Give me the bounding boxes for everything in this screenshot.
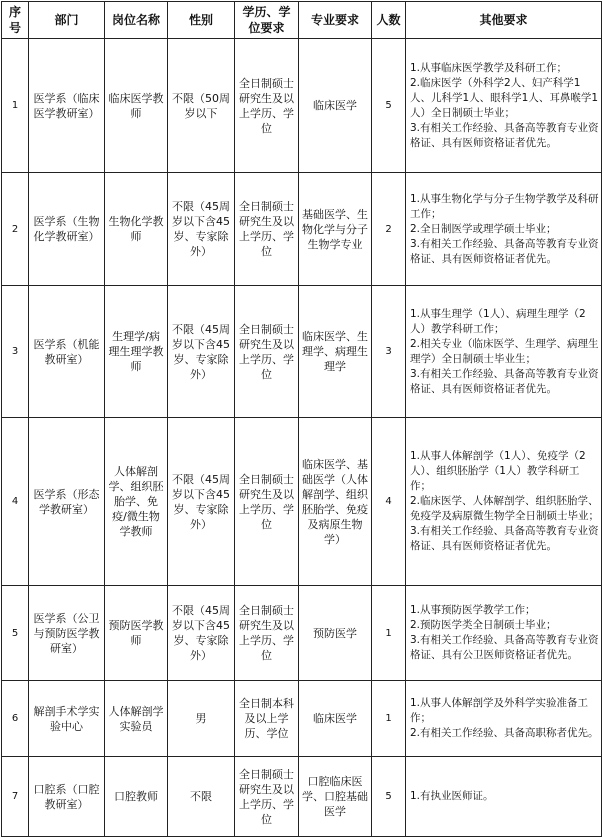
cell-post: 人体解剖学实验员: [105, 681, 168, 757]
cell-gender: 不限（50周岁以下: [168, 39, 235, 173]
cell-dept: 医学系（公卫与预防医学教研室）: [29, 586, 105, 681]
cell-count: 5: [372, 757, 406, 837]
cell-major: 预防医学: [299, 586, 372, 681]
cell-edu: 全日制硕士研究生及以上学历、学位: [235, 586, 299, 681]
requirement-line: 3.有相关工作经验、具备高等教育专业资格证、具有医师资格证者优先。: [410, 121, 599, 149]
cell-dept: 口腔系（口腔教研室）: [29, 757, 105, 837]
requirement-line: 2.临床医学（外科学2人、妇产科学1人、儿科学1人、眼科学1人、耳鼻喉学1人）全日制硕士毕业；: [410, 76, 599, 119]
cell-post: 人体解剖学、组织胚胎学、免疫/微生物学教师: [105, 418, 168, 586]
table-row: [2, 681, 602, 757]
cell-no: 1: [2, 39, 29, 173]
cell-dept: 医学系（临床医学教研室）: [29, 39, 105, 173]
cell-major: 临床医学: [299, 39, 372, 173]
cell-gender: 男: [168, 681, 235, 757]
cell-gender: 不限（45周岁以下含45岁、专家除外）: [168, 418, 235, 586]
requirement-line: 1.从事临床医学教学及科研工作；: [410, 61, 568, 74]
table-row: [2, 173, 602, 286]
cell-other: [406, 586, 602, 681]
header-row: [2, 2, 602, 39]
cell-other: [406, 286, 602, 418]
cell-post: 预防医学教师: [105, 586, 168, 681]
cell-count: 1: [372, 586, 406, 681]
requirement-line: 2.全日制医学或理学硕士毕业；: [410, 222, 557, 235]
cell-other: [406, 757, 602, 837]
header-count: 人数: [372, 2, 406, 39]
table-row: [2, 286, 602, 418]
cell-no: 3: [2, 286, 29, 418]
header-no: 序号: [2, 2, 29, 39]
cell-edu: 全日制硕士研究生及以上学历、学位: [235, 286, 299, 418]
requirement-line: 1.从事生理学（1人）、病理生理学（2人）教学科研工作；: [410, 307, 586, 335]
requirement-line: 3.有相关工作经验、具备高等教育专业资格证、具有医师资格证者优先。: [410, 237, 599, 265]
cell-major: 基础医学、生物化学与分子生物学专业: [299, 173, 372, 286]
table-row: [2, 39, 602, 173]
requirement-line: 1.从事预防医学教学工作；: [410, 604, 536, 616]
cell-gender: 不限（45周岁以下含45岁、专家除外）: [168, 586, 235, 681]
recruitment-table: [1, 1, 602, 837]
cell-edu: 全日制硕士研究生及以上学历、学位: [235, 757, 299, 837]
cell-post: 口腔教师: [105, 757, 168, 837]
requirement-line: 1.从事人体解剖学及外科学实验准备工作；: [410, 697, 589, 724]
table-row: [2, 586, 602, 681]
cell-edu: 全日制硕士研究生及以上学历、学位: [235, 173, 299, 286]
cell-dept: 医学系（生物化学教研室）: [29, 173, 105, 286]
cell-no: 7: [2, 757, 29, 837]
table-row: [2, 418, 602, 586]
cell-major: 临床医学: [299, 681, 372, 757]
cell-gender: 不限: [168, 757, 235, 837]
cell-other: [406, 39, 602, 173]
cell-dept: 解剖手术学实验中心: [29, 681, 105, 757]
requirement-line: 2.临床医学、人体解剖学、组织胚胎学、免疫学及病原微生物学全日制硕士毕业；: [410, 495, 599, 522]
requirement-line: 3.有相关工作经验、具备高等教育专业资格证、具有公卫医师资格证者优先。: [410, 634, 599, 661]
cell-post: 生物化学教师: [105, 173, 168, 286]
cell-other: [406, 173, 602, 286]
header-edu: 学历、学位要求: [235, 2, 299, 39]
cell-edu: 全日制硕士研究生及以上学历、学位: [235, 418, 299, 586]
cell-other: [406, 418, 602, 586]
requirement-line: 1.从事生物化学与分子生物学教学及科研工作；: [410, 192, 599, 220]
requirement-line: 2.相关专业（临床医学、生理学、病理生理学）全日制硕士毕业生；: [410, 337, 599, 365]
cell-edu: 全日制本科及以上学历、学位: [235, 681, 299, 757]
cell-count: 1: [372, 681, 406, 757]
cell-no: 6: [2, 681, 29, 757]
cell-dept: 医学系（机能教研室）: [29, 286, 105, 418]
header-major: 专业要求: [299, 2, 372, 39]
cell-major: 口腔临床医学、口腔基础医学: [299, 757, 372, 837]
cell-no: 2: [2, 173, 29, 286]
cell-no: 4: [2, 418, 29, 586]
cell-count: 5: [372, 39, 406, 173]
table-row: [2, 757, 602, 837]
cell-no: 5: [2, 586, 29, 681]
cell-major: 临床医学、生理学、病理生理学: [299, 286, 372, 418]
requirement-line: 2.有相关工作经验、具备高职称者优先。: [410, 727, 599, 739]
cell-post: 临床医学教师: [105, 39, 168, 173]
cell-other: [406, 681, 602, 757]
cell-major: 临床医学、基础医学（人体解剖学、组织胚胎学、免疫及病原生物学）: [299, 418, 372, 586]
cell-count: 4: [372, 418, 406, 586]
cell-count: 2: [372, 173, 406, 286]
requirement-line: 1.有执业医师证。: [410, 790, 494, 802]
requirement-line: 2.预防医学类全日制硕士毕业；: [410, 619, 557, 631]
header-post: 岗位名称: [105, 2, 168, 39]
requirement-line: 1.从事人体解剖学（1人）、免疫学（2人）、组织胚胎学（1人）教学科研工作；: [410, 450, 586, 492]
requirement-line: 3.有相关工作经验、具备高等教育专业资格证、具有医师资格证者优先。: [410, 525, 599, 552]
header-gender: 性别: [168, 2, 235, 39]
requirement-line: 3.有相关工作经验、具备高等教育专业资格证、具有医师资格证者优先。: [410, 367, 599, 395]
cell-dept: 医学系（形态学教研室）: [29, 418, 105, 586]
cell-count: 3: [372, 286, 406, 418]
cell-post: 生理学/病理生理学教师: [105, 286, 168, 418]
cell-edu: 全日制硕士研究生及以上学历、学位: [235, 39, 299, 173]
header-dept: 部门: [29, 2, 105, 39]
header-other: 其他要求: [406, 2, 602, 39]
cell-gender: 不限（45周岁以下含45岁、专家除外）: [168, 286, 235, 418]
cell-gender: 不限（45周岁以下含45岁、专家除外）: [168, 173, 235, 286]
